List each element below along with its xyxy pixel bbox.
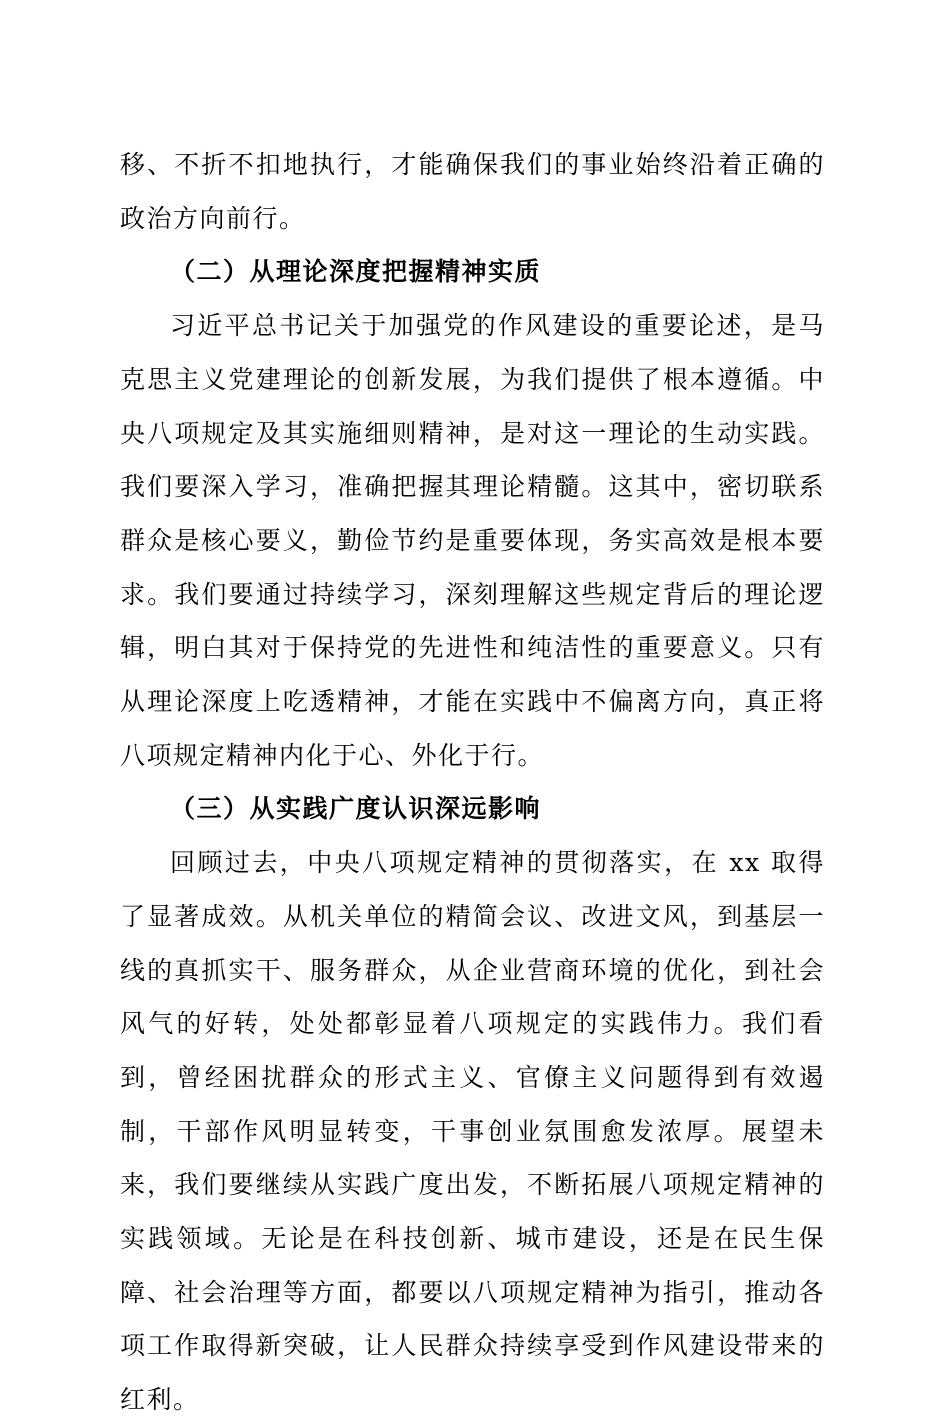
section-heading-2: （二）从理论深度把握精神实质 bbox=[170, 257, 542, 287]
continuation-paragraph: 移、不折不扣地执行，才能确保我们的事业始终沿着正确的政治方向前行。 bbox=[120, 150, 825, 233]
section-3-paragraph: 回顾过去，中央八项规定精神的贯彻落实，在 xx 取得了显著成效。从机关单位的精简会议、改进文风，到基层一线的真抓实干、服务群众，从企业营商环境的优化，到社会风气的好转，处处都彰显着八项规定的实践伟力。我们看到，曾经困扰群众的形式主义、官僚主义问题得到有效遏制，干部作风明显转变，干事创业氛围愈发浓厚。展望未来，我们要继续从实践广度出发，不断拓展八项规定精神的实践领域。无论是在科技创新、城市建设，还是在民生保障、社会治理等方面，都要以八项规定精神为指引，推动各项工作取得新突破，让人民群众持续享受到作风建设带来的红利。 bbox=[120, 848, 825, 1415]
section-heading-3: （三）从实践广度认识深远影响 bbox=[170, 794, 542, 824]
document-body bbox=[120, 138, 825, 1427]
section-2-paragraph: 习近平总书记关于加强党的作风建设的重要论述，是马克思主义党建理论的创新发展，为我们提供了根本遵循。中央八项规定及其实施细则精神，是对这一理论的生动实践。我们要深入学习，准确把握其理论精髓。这其中，密切联系群众是核心要义，勤俭节约是重要体现，务实高效是根本要求。我们要通过持续学习，深刻理解这些规定背后的理论逻辑，明白其对于保持党的先进性和纯洁性的重要意义。只有从理论深度上吃透精神，才能在实践中不偏离方向，真正将八项规定精神内化于心、外化于行。 bbox=[120, 311, 825, 770]
